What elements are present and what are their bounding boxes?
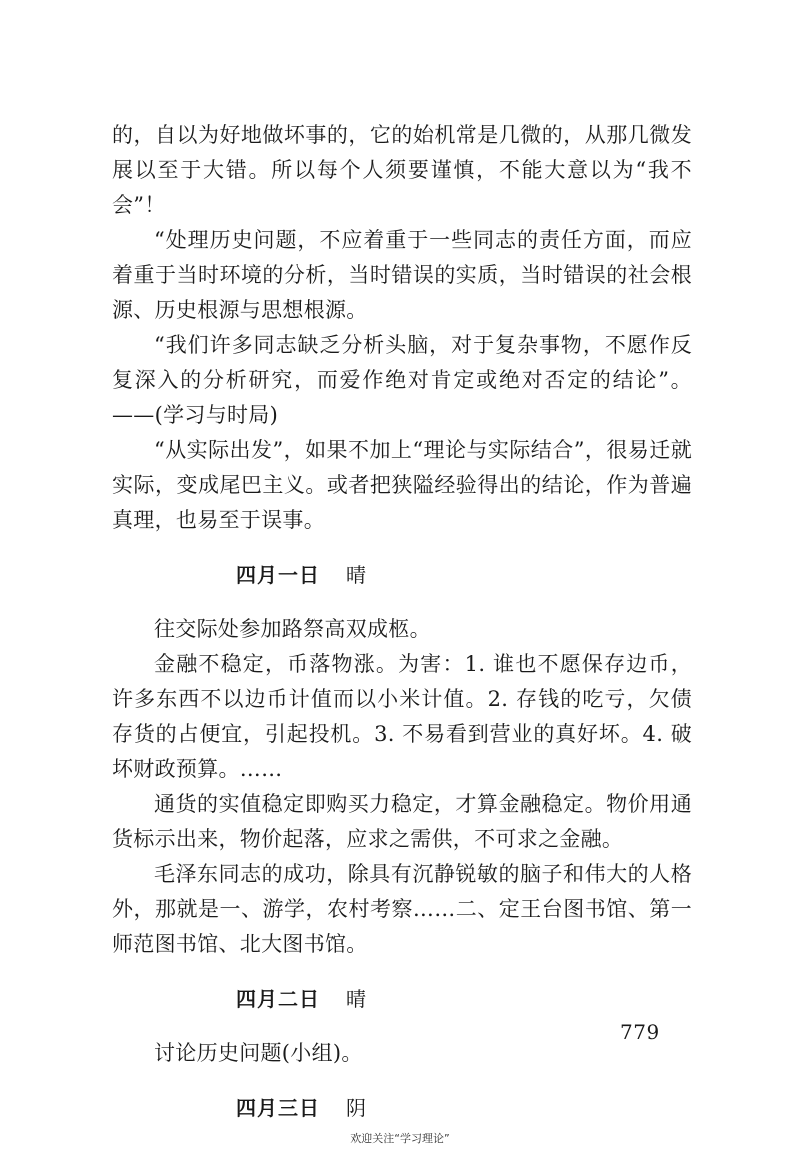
- paragraph-quote-analysis: “我们许多同志缺乏分析头脑，对于复杂事物，不愿作反复深入的分析研究，而爱作绝对肯定或绝对否定的结论”。——(学习与时局): [112, 333, 692, 427]
- paragraph-quote-history: “处理历史问题，不应着重于一些同志的责任方面，而应着重于当时环境的分析，当时错误的实质，当时错误的社会根源、历史根源与思想根源。: [112, 228, 692, 322]
- entry-date: 四月三日: [236, 1096, 320, 1120]
- page-number: 779: [620, 1020, 660, 1044]
- paragraph: 讨论历史问题(小组)。: [154, 1041, 363, 1065]
- entry-heading-april-2: [236, 984, 692, 1014]
- entry-date: 四月二日: [236, 987, 320, 1011]
- paragraph-continued: 的，自以为好地做坏事的，它的始机常是几微的，从那几微发展以至于大错。所以每个人须要谨慎，不能大意以为“我不会”！: [112, 123, 692, 217]
- entry-heading-april-3: [236, 1093, 692, 1123]
- paragraph: 金融不稳定，币落物涨。为害：1. 谁也不愿保存边币，许多东西不以边币计值而以小米计值。2. 存钱的吃亏，欠债存货的占便宜，引起投机。3. 不易看到营业的真好坏。4. 破坏财政预算。……: [112, 652, 692, 781]
- entry-weather: 晴: [346, 563, 367, 587]
- entry-weather: 晴: [346, 987, 367, 1011]
- entry-heading-april-1: [236, 560, 692, 590]
- footer-caption: 欢迎关注“学习理论”: [350, 1132, 450, 1145]
- paragraph: 往交际处参加路祭高双成柩。: [154, 617, 431, 641]
- paragraph: 毛泽东同志的成功，除具有沉静锐敏的脑子和伟大的人格外，那就是一、游学，农村考察……二、定王台图书馆、第一师范图书馆、北大图书馆。: [112, 862, 692, 956]
- paragraph: 通货的实值稳定即购买力稳定，才算金融稳定。物价用通货标示出来，物价起落，应求之需供，不可求之金融。: [112, 792, 692, 851]
- page-body: [112, 118, 692, 1145]
- entry-weather: 阴: [346, 1096, 367, 1120]
- paragraph-from-practice: “从实际出发”，如果不加上“理论与实际结合”，很易迁就实际，变成尾巴主义。或者把狭隘经验得出的结论，作为普遍真理，也易至于误事。: [112, 438, 692, 532]
- entry-date: 四月一日: [236, 563, 320, 587]
